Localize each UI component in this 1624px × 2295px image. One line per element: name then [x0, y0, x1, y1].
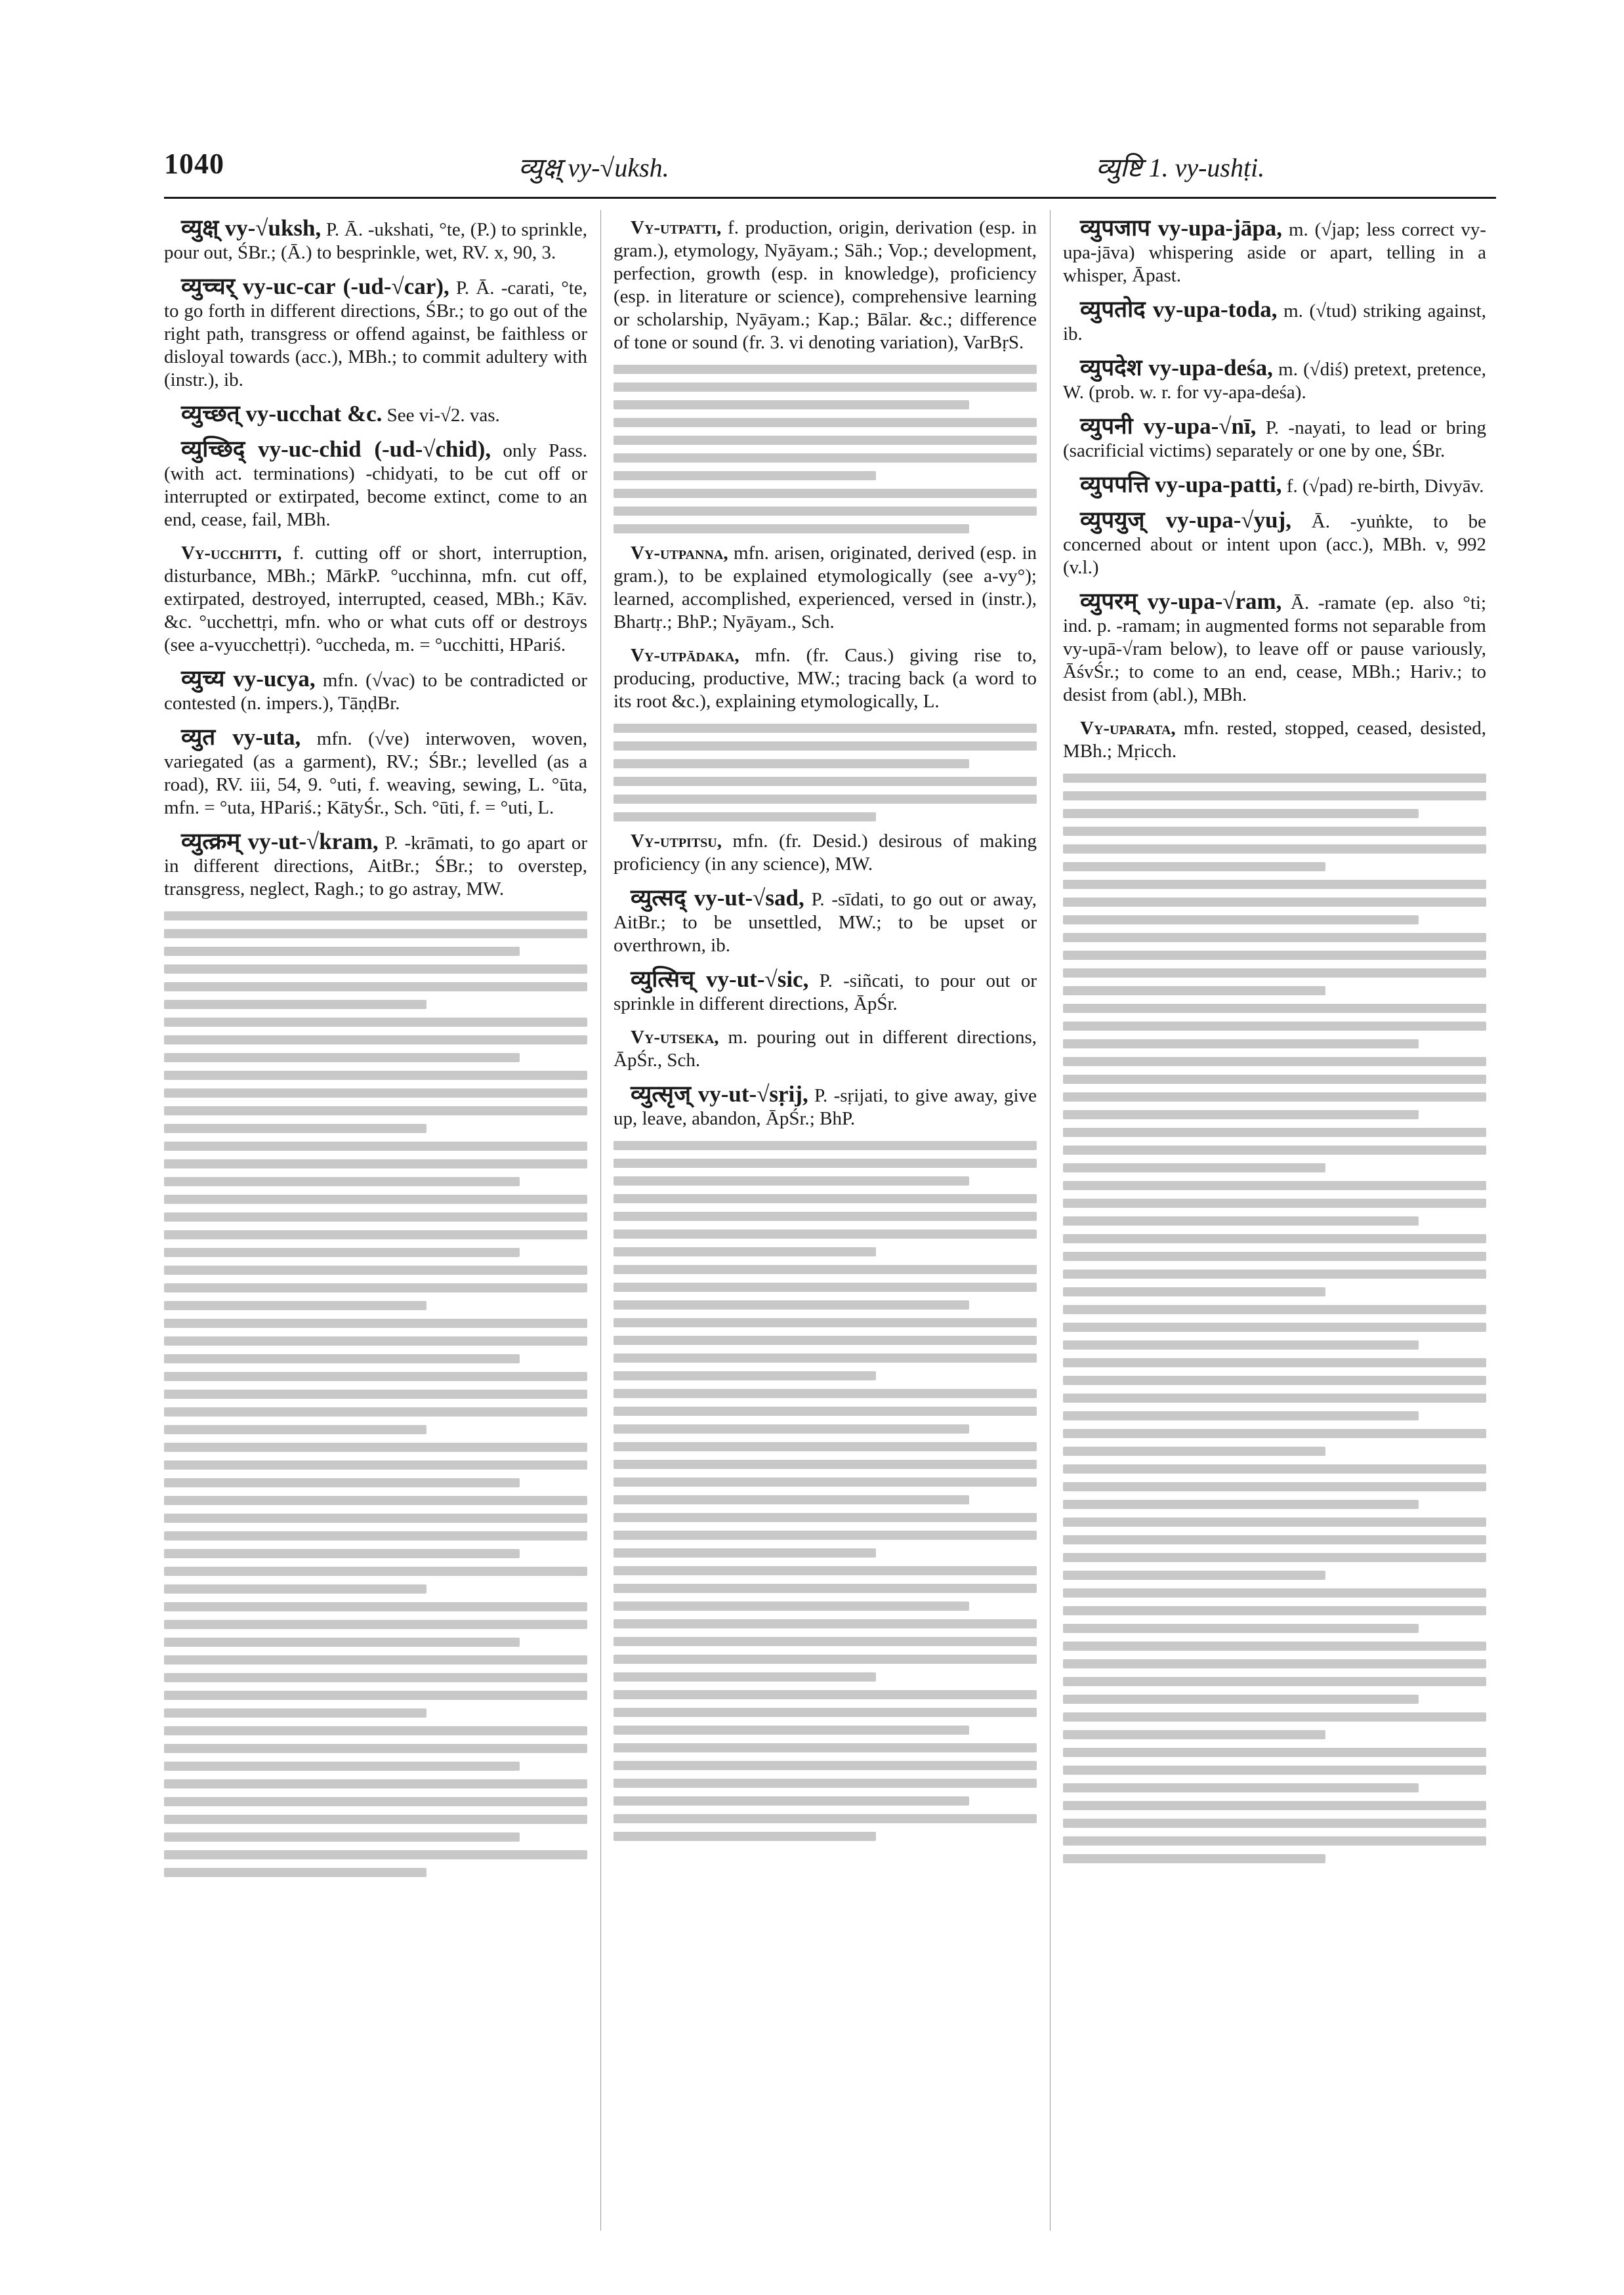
dictionary-entry	[164, 726, 587, 819]
entry-headword: व्युपपत्ति vy-upa-patti,	[1080, 472, 1282, 497]
entry-definition: P. -sīdati, to go out or away, AitBr.; to be unsettled, MW.; to be upset or overthrown, ib.	[614, 889, 1037, 956]
dictionary-column-2	[614, 217, 1037, 2250]
entry-definition: m. (√tud) striking against, ib.	[1063, 300, 1486, 344]
dictionary-subentry	[164, 542, 587, 657]
dictionary-subentry	[614, 830, 1037, 876]
header-rule	[164, 197, 1496, 199]
dictionary-column-1	[164, 217, 587, 2250]
entry-subhead: Vy-utpatti,	[631, 217, 722, 238]
entry-headword: व्युत vy-uta,	[181, 724, 301, 750]
dictionary-entry	[1063, 415, 1486, 463]
column-divider	[1050, 210, 1051, 2231]
dictionary-entry	[1063, 356, 1486, 404]
entry-subhead: Vy-utpitsu,	[631, 831, 722, 852]
entry-subhead: Vy-utseka,	[631, 1027, 719, 1048]
entry-subhead: Vy-utpanna,	[631, 543, 728, 564]
entry-headword: व्युत्क्रम् vy-ut-√kram,	[181, 829, 379, 854]
entry-definition: mfn. (√vac) to be contradicted or contested (n. impers.), TāṇḍBr.	[164, 670, 587, 714]
entry-definition: Ā. -ramate (ep. also °ti; ind. p. -ramam; in augmented forms not separable from vy-upā-√ram below), to leave off or pause variously, ĀśvŚr.; to come to an end, cease, MBh.; Hariv.; to desist from (abl.), MBh.	[1063, 592, 1486, 705]
entry-headword: व्युपनी vy-upa-√nī,	[1080, 413, 1257, 439]
entry-definition: mfn. rested, stopped, ceased, desisted, MBh.; Mṛicch.	[1063, 718, 1486, 762]
entry-headword: व्युपदेश vy-upa-deśa,	[1080, 355, 1273, 381]
dictionary-entry	[164, 275, 587, 392]
entry-definition: Ā. -yuṅkte, to be concerned about or intent upon (acc.), MBh. v, 992 (v.l.)	[1063, 511, 1486, 578]
unreadable-text-placeholder	[614, 365, 1037, 533]
entry-subhead: Vy-uparata,	[1080, 718, 1176, 739]
dictionary-entry	[1063, 590, 1486, 707]
dictionary-entry	[1063, 473, 1486, 498]
entry-headword: व्युपयुज् vy-upa-√yuj,	[1080, 507, 1291, 533]
entry-headword: व्युत्सद् vy-ut-√sad,	[631, 885, 804, 911]
unreadable-text-placeholder	[614, 724, 1037, 821]
column-divider	[600, 210, 601, 2231]
entry-definition: P. Ā. -carati, °te, to go forth in different directions, ŚBr.; to go out of the right path, transgress or offend against, be faithless or disloyal towards (acc.), MBh.; to commit adultery with (instr.), ib.	[164, 278, 587, 390]
dictionary-entry	[614, 886, 1037, 957]
dictionary-subentry	[614, 542, 1037, 634]
entry-definition: P. Ā. -ukshati, °te, (P.) to sprinkle, pour out, ŚBr.; (Ā.) to besprinkle, wet, RV. x, 90, 3.	[164, 219, 587, 263]
entry-subhead: Vy-utpādaka,	[631, 645, 739, 666]
dictionary-entry	[164, 830, 587, 901]
entry-definition: m. (√diś) pretext, pretence, W. (prob. w. r. for vy-apa-deśa).	[1063, 359, 1486, 403]
unreadable-text-placeholder	[1063, 774, 1486, 1863]
page-header	[164, 147, 1496, 193]
dictionary-entry	[164, 667, 587, 715]
entry-subhead: Vy-ucchitti,	[181, 543, 282, 564]
entry-headword: व्युक्ष् vy-√uksh,	[181, 217, 322, 241]
right-guide-word: व्युष्टि 1. vy-ushṭi.	[1096, 153, 1265, 182]
dictionary-entry	[164, 217, 587, 264]
entry-definition: only Pass. (with act. terminations) -chidyati, to be cut off or interrupted or extirpated, become extinct, come to an end, cease, fail, MBh.	[164, 440, 587, 530]
dictionary-column-3	[1063, 217, 1486, 2250]
entry-definition: P. -siñcati, to pour out or sprinkle in different directions, ĀpŚr.	[614, 970, 1037, 1014]
dictionary-entry	[614, 968, 1037, 1016]
entry-definition: mfn. (fr. Desid.) desirous of making proficiency (in any science), MW.	[614, 831, 1037, 875]
entry-headword: व्युच्य vy-ucya,	[181, 666, 316, 692]
dictionary-subentry	[1063, 717, 1486, 763]
entry-definition: m. pouring out in different directions, ĀpŚr., Sch.	[614, 1027, 1037, 1071]
entry-definition: f. (√pad) re-birth, Divyāv.	[1286, 476, 1484, 497]
dictionary-entry	[1063, 217, 1486, 287]
page-number: 1040	[164, 148, 224, 180]
entry-definition: mfn. arisen, originated, derived (esp. in gram.), to be explained etymologically (see a-vy°); learned, accomplished, experienced, versed in (instr.), Bhartṛ.; BhP.; Nyāyam., Sch.	[614, 543, 1037, 632]
entry-headword: व्युत्सिच् vy-ut-√sic,	[631, 966, 809, 992]
entry-definition: f. production, origin, derivation (esp. in gram.), etymology, Nyāyam.; Sāh.; Vop.; development, perfection, growth (esp. in knowledge), proficiency (esp. in literature or science), comprehensive learning or scholarship, Nyāyam.; Kap.; Bālar. &c.; difference of tone or sound (fr. 3. vi denoting variation), VarBṛS.	[614, 217, 1037, 353]
dictionary-subentry	[614, 217, 1037, 354]
dictionary-entry	[1063, 298, 1486, 346]
entry-headword: व्युपजाप vy-upa-jāpa,	[1080, 217, 1283, 241]
unreadable-text-placeholder	[614, 1141, 1037, 1841]
entry-definition: P. -sṛijati, to give away, give up, leave, abandon, ĀpŚr.; BhP.	[614, 1085, 1037, 1129]
dictionary-entry	[614, 1083, 1037, 1130]
dictionary-entry	[164, 438, 587, 531]
entry-definition: P. -krāmati, to go apart or in different directions, AitBr.; ŚBr.; to overstep, transgress, neglect, Ragh.; to go astray, MW.	[164, 833, 587, 899]
entry-headword: व्युपतोद vy-upa-toda,	[1080, 297, 1278, 322]
entry-definition: mfn. (fr. Caus.) giving rise to, producing, productive, MW.; tracing back (a word to its root &c.), explaining etymologically, L.	[614, 645, 1037, 712]
entry-definition: m. (√jap; less correct vy-upa-jāva) whispering aside or apart, telling in a whisper, Āpast.	[1063, 219, 1486, 286]
unreadable-text-placeholder	[164, 911, 587, 1877]
left-guide-word: व्युक्ष् vy-√uksh.	[518, 153, 669, 182]
entry-headword: व्युच्चर् vy-uc-car (-ud-√car),	[181, 274, 449, 299]
dictionary-entry	[1063, 508, 1486, 579]
entry-definition: mfn. (√ve) interwoven, woven, variegated (as a garment), RV.; ŚBr.; levelled (as a road), RV. iii, 54, 9. °uti, f. weaving, sewing, L. °ūta, mfn. = °uta, HPariś.; KātyŚr., Sch. °ūti, f. = °uti, L.	[164, 728, 587, 818]
dictionary-subentry	[614, 1026, 1037, 1072]
dictionary-subentry	[614, 644, 1037, 713]
entry-definition: See vi-√2. vas.	[386, 405, 500, 426]
entry-definition: P. -nayati, to lead or bring (sacrificial victims) separately or one by one, ŚBr.	[1063, 417, 1486, 461]
entry-headword: व्युच्छत् vy-ucchat &c.	[181, 401, 383, 426]
entry-headword: व्युपरम् vy-upa-√ram,	[1080, 589, 1282, 614]
dictionary-entry	[164, 402, 587, 427]
entry-headword: व्युत्सृज् vy-ut-√sṛij,	[631, 1081, 808, 1107]
entry-definition: f. cutting off or short, interruption, disturbance, MBh.; MārkP. °ucchinna, mfn. cut off, extirpated, destroyed, interrupted, ceased, MBh.; Kāv. &c. °ucchettṛi, mfn. who or what cuts off or destroys (see a-vyucchettṛi). °uccheda, m. = °ucchitti, HPariś.	[164, 543, 587, 655]
entry-headword: व्युच्छिद् vy-uc-chid (-ud-√chid),	[181, 436, 491, 462]
